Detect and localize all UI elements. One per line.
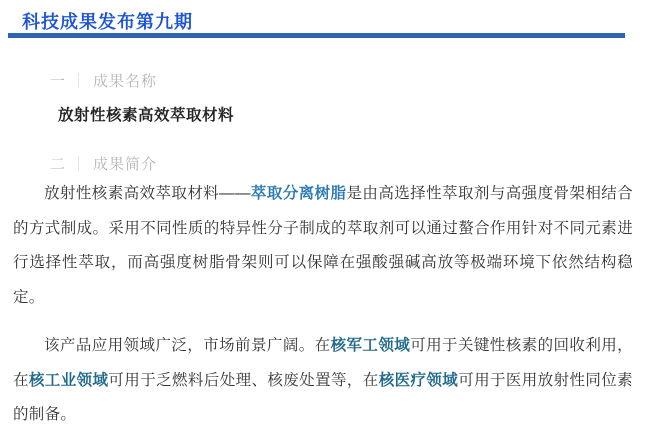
section-heading-divider: [78, 156, 79, 171]
highlight-nuclear-military-domain: 核军工领域: [330, 337, 411, 354]
achievement-name: 放射性核素高效萃取材料: [58, 107, 235, 124]
section-intro-label: 成果简介: [93, 156, 158, 173]
highlight-nuclear-industry-domain: 核工业领域: [28, 371, 109, 389]
intro-paragraph-2: [13, 329, 633, 433]
section-heading-divider: [78, 73, 79, 88]
intro-paragraph-1: [13, 177, 633, 315]
highlight-extraction-resin: 萃取分离树脂: [250, 185, 347, 202]
paragraph1-text-after: 是由高选择性萃取剂与高强度骨架相结合的方式制成。采用不同性质的特异性分子制成的萃取剂可以通过螯合作用针对不同元素进行选择性萃取，而高强度树脂骨架则可以保障在强酸强碱高放等极端环境下依然结构稳定。: [13, 185, 633, 306]
section-name-number: 一: [50, 73, 67, 90]
paragraph2-part3: 可用于乏燃料后处理、核废处置等，在: [108, 371, 379, 389]
page-title: 科技成果发布第九期: [22, 12, 193, 32]
section-intro-heading: [50, 153, 157, 174]
paragraph2-part1: 该产品应用领域广泛，市场前景广阔。在: [44, 337, 331, 354]
section-name-label: 成果名称: [93, 73, 158, 90]
section-name-heading: [50, 70, 157, 91]
paragraph2-part4: 可用于医用放射性同位素的制备。: [13, 371, 633, 423]
paragraph1-text-before: 放射性核素高效萃取材料——: [44, 185, 251, 202]
header-divider-rule: [8, 33, 625, 38]
highlight-nuclear-medical-domain: 核医疗领域: [378, 371, 459, 389]
paragraph2-part2: 可用于关键性核素的回收利用，在: [13, 337, 633, 389]
section-intro-number: 二: [50, 156, 67, 173]
